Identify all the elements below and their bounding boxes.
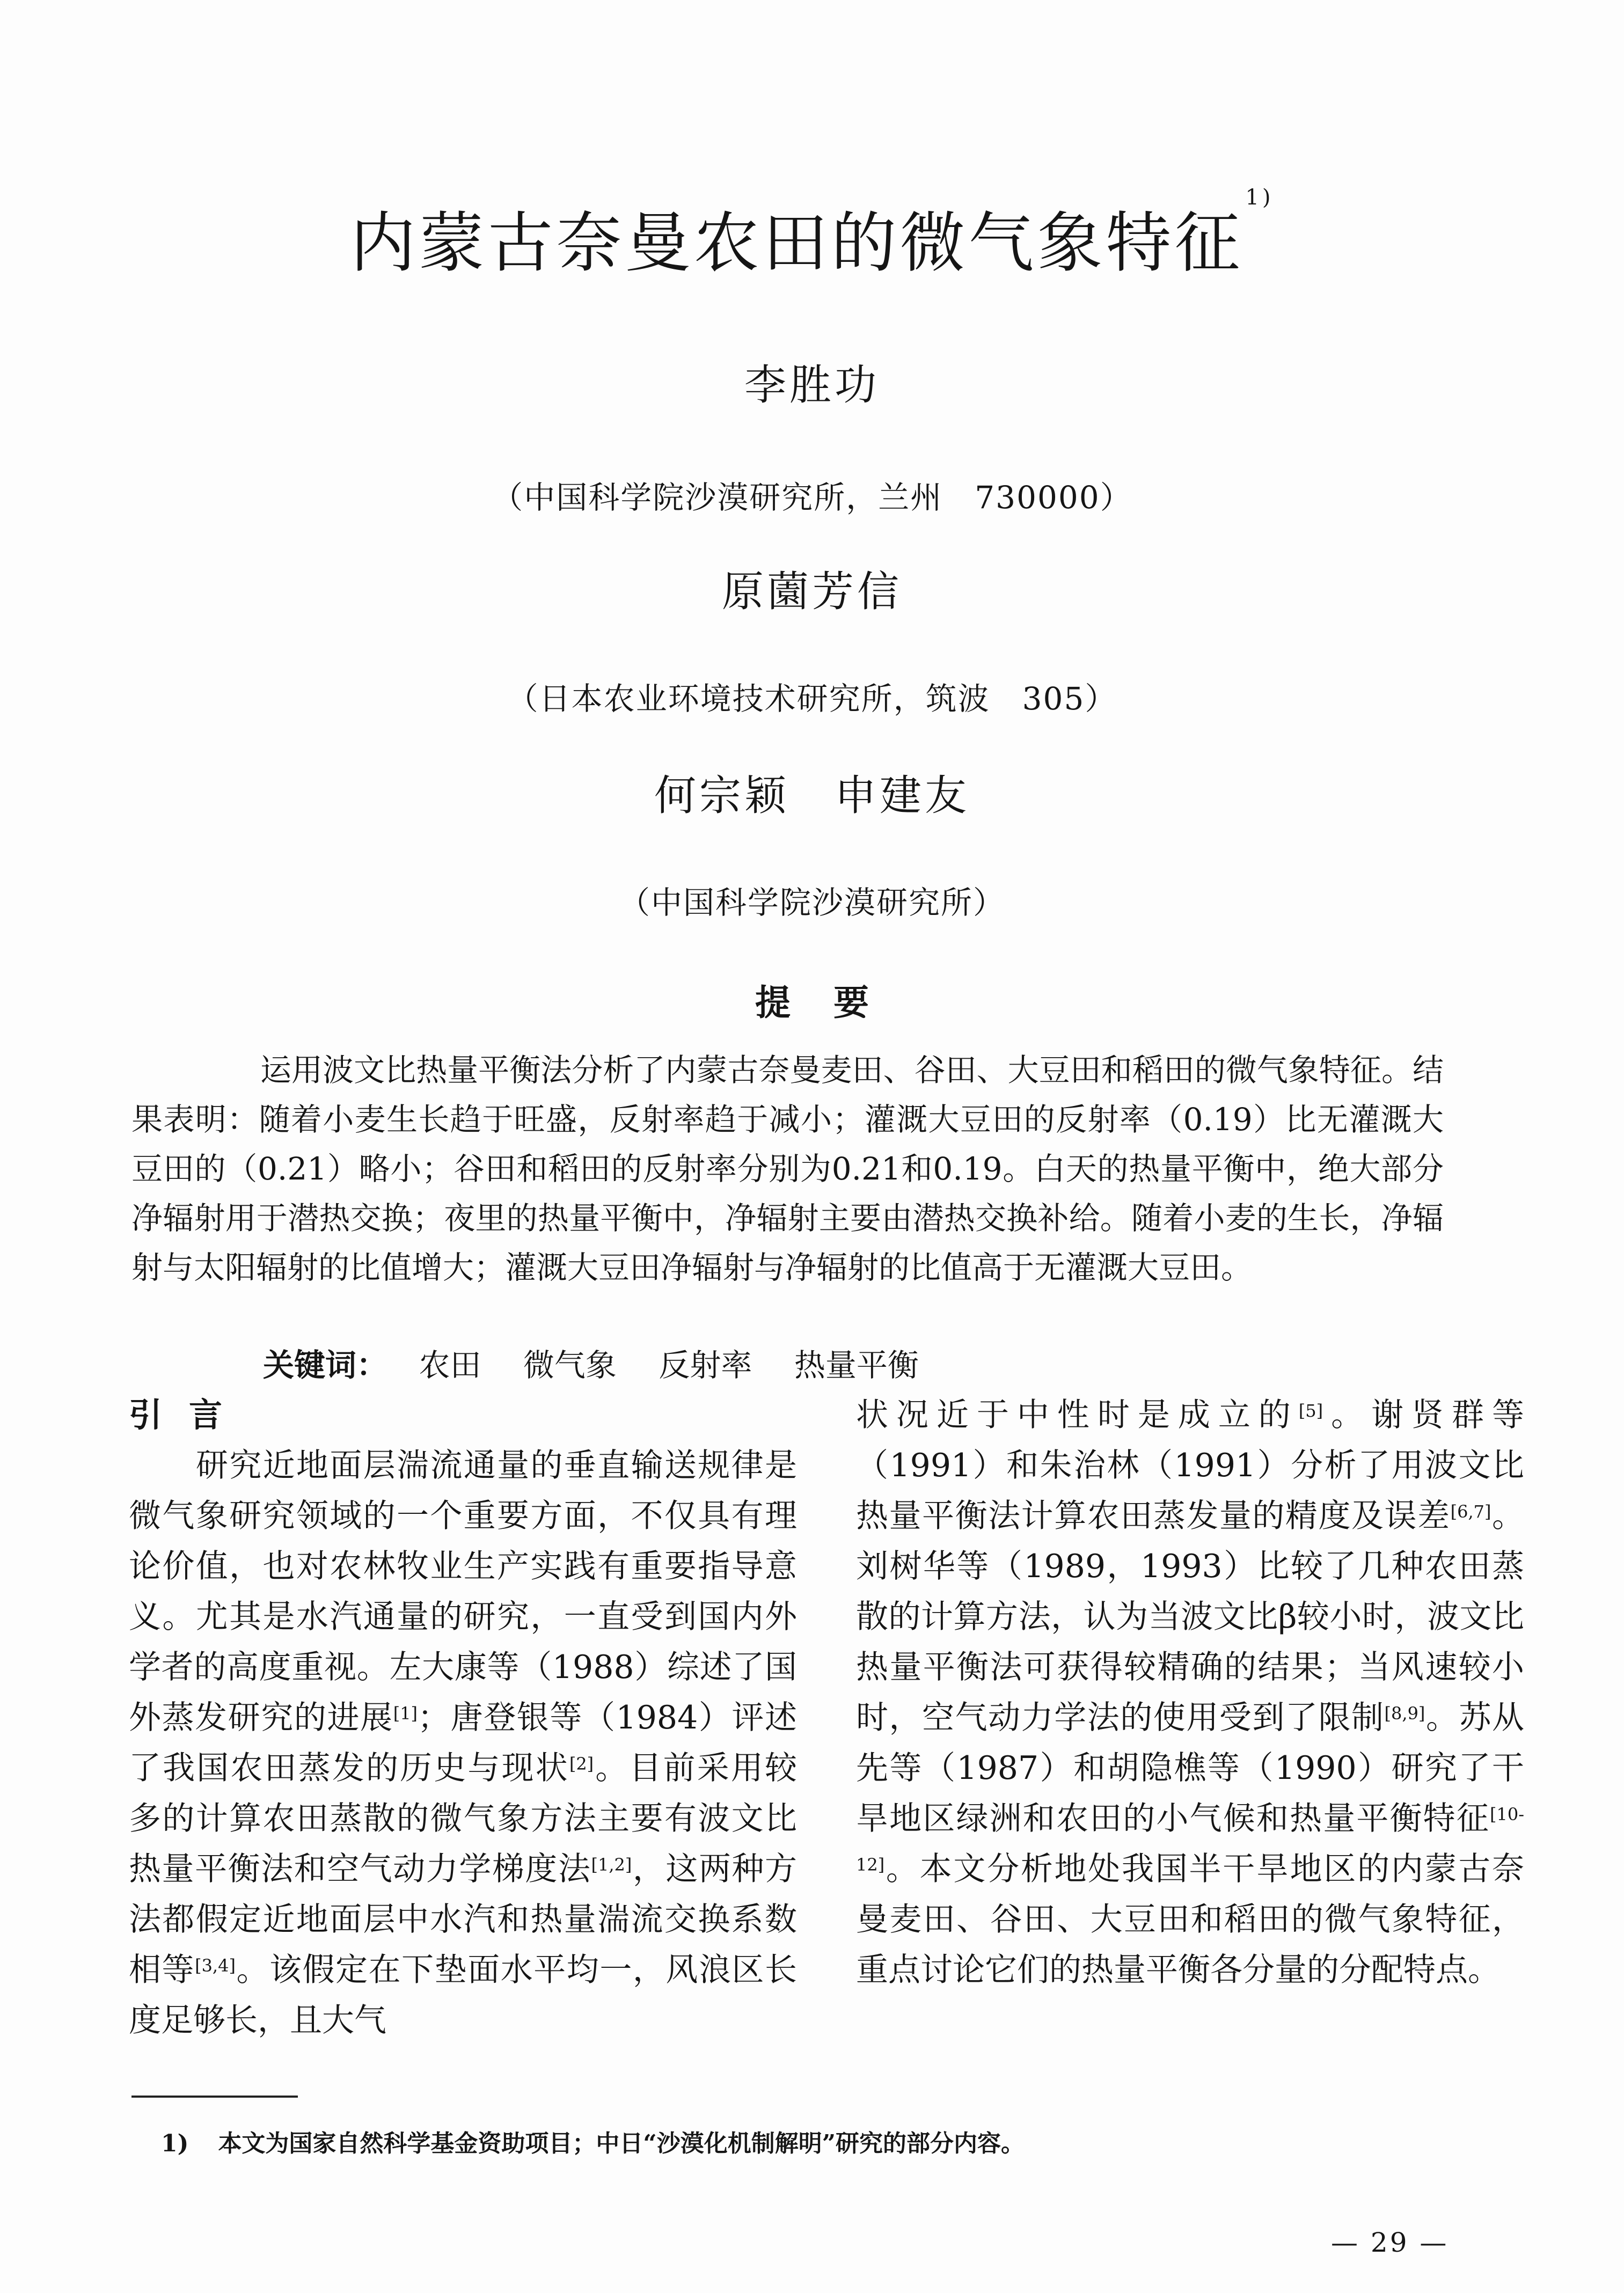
citation: [2] <box>569 1754 594 1774</box>
paper-title <box>0 185 1624 284</box>
author-3-affiliation: （中国科学院沙漠研究所） <box>618 884 1005 921</box>
intro-text: 。谢贤群等（1991）和朱治林（1991）分析了用波文比热量平衡法计算农田蒸发量的精度及误差 <box>856 1396 1525 1535</box>
intro-text: 。本文分析地处我国半干旱地区的内蒙古奈曼麦田、谷田、大豆田和稻田的微气象特征，重点讨论它们的热量平衡各分量的分配特点。 <box>856 1850 1524 1989</box>
intro-text: 研究近地面层湍流通量的垂直输送规律是微气象研究领域的一个重要方面，不仅具有理论价值，也对农林牧业生产实践有重要指导意义。尤其是水汽通量的研究，一直受到国内外学者的高度重视。左大康等（1988）综述了国外蒸发研究的进展 <box>129 1447 797 1737</box>
keyword: 反射率 <box>659 1347 752 1383</box>
footnote <box>161 2124 1025 2158</box>
author-1-affiliation: （中国科学院沙漠研究所，兰州 730000） <box>492 479 1132 516</box>
footnote-rule <box>131 2096 298 2098</box>
intro-text: 。该假定在下垫面水平均一，风浪区长度足够长，且大气 <box>129 1951 798 2039</box>
author-2-name: 原薗芳信 <box>721 568 902 616</box>
intro-paragraph-right <box>856 1390 1524 1995</box>
intro-text: 。目前采用较多的计算农田蒸散的微气象方法主要有波文比热量平衡法和空气动力学梯度法 <box>129 1749 797 1888</box>
intro-text: 。苏从先等（1987）和胡隐樵等（1990）研究了干旱地区绿洲和农田的小气候和热量平衡特征 <box>856 1699 1525 1837</box>
keyword: 热量平衡 <box>794 1347 919 1383</box>
citation: [6,7] <box>1450 1501 1491 1522</box>
citation: [5] <box>1298 1401 1323 1421</box>
body-right-column <box>856 1390 1524 1995</box>
title-text: 内蒙古奈曼农田的微气象特征 <box>350 205 1243 281</box>
intro-text: ；唐登银等（1984）评述了我国农田蒸发的历史与现状 <box>129 1699 798 1787</box>
intro-text: ，这两种方法都假定近地面层中水汽和热量湍流交换系数相等 <box>129 1850 798 1989</box>
footnote-mark: 1) <box>161 2130 189 2157</box>
section-title-introduction: 引言 <box>129 1395 250 1434</box>
author-2-affiliation: （日本农业环境技术研究所，筑波 305） <box>507 680 1117 717</box>
citation: [1,2] <box>591 1855 632 1875</box>
intro-paragraph-left <box>129 1440 797 2046</box>
citation: [10-12] <box>856 1804 1524 1875</box>
intro-text: 。刘树华等（1989，1993）比较了几种农田蒸散的计算方法，认为当波文比β较小时，波文比热量平衡法可获得较精确的结果；当风速较小时，空气动力学法的使用受到了限制 <box>856 1497 1525 1737</box>
author-1-name: 李胜功 <box>744 361 880 409</box>
page-number: — 29 — <box>1331 2227 1449 2258</box>
author-3-name: 何宗颖 申建友 <box>654 772 970 820</box>
keywords-label: 关键词： <box>263 1347 388 1383</box>
citation: [8,9] <box>1384 1703 1425 1724</box>
intro-text: 状况近于中性时是成立的 <box>856 1396 1299 1434</box>
title-footnote-mark: 1) <box>1245 185 1274 210</box>
keyword: 微气象 <box>523 1347 617 1383</box>
keyword: 农田 <box>419 1347 481 1383</box>
citation: [1] <box>393 1703 418 1724</box>
footnote-text: 本文为国家自然科学基金资助项目；中日“沙漠化机制解明”研究的部分内容。 <box>218 2130 1025 2157</box>
abstract-text: 运用波文比热量平衡法分析了内蒙古奈曼麦田、谷田、大豆田和稻田的微气象特征。结果表明：随着小麦生长趋于旺盛，反射率趋于减小；灌溉大豆田的反射率（0.19）比无灌溉大豆田的（0.21）略小；谷田和稻田的反射率分别为0.21和0.19。白天的热量平衡中，绝大部分净辐射用于潜热交换；夜里的热量平衡中，净辐射主要由潜热交换补给。随着小麦的生长，净辐射与太阳辐射的比值增大；灌溉大豆田净辐射与净辐射的比值高于无灌溉大豆田。 <box>131 1052 1444 1286</box>
abstract-heading: 提要 <box>755 981 912 1023</box>
keywords-line <box>263 1340 951 1390</box>
body-left-column <box>129 1390 797 2046</box>
citation: [3,4] <box>195 1955 236 1976</box>
